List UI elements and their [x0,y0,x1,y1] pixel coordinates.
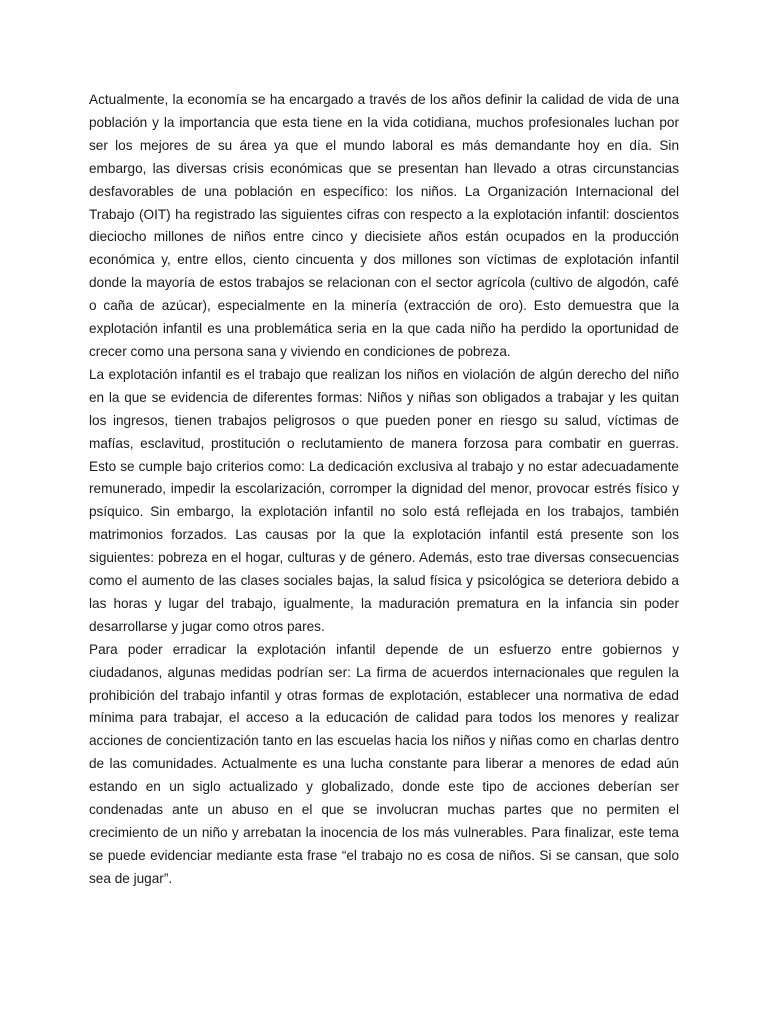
paragraph-2: La explotación infantil es el trabajo que realizan los niños en violación de algún derecho del niño en la que se evidencia de diferentes formas: Niños y niñas son obligados a trabajar y les quitan los ingresos, tienen trabajos peligrosos o que pueden poner en riesgo su salud, víctimas de mafías, esclavitud, prostitución o reclutamiento de manera forzosa para combatir en guerras. Esto se cumple bajo criterios como: La dedicación exclusiva al trabajo y no estar adecuadamente remunerado, impedir la escolarización, corromper la dignidad del menor, provocar estrés físico y psíquico. Sin embargo, la explotación infantil no solo está reflejada en los trabajos, también matrimonios forzados. Las causas por la que la explotación infantil está presente son los siguientes: pobreza en el hogar, culturas y de género. Además, esto trae diversas consecuencias como el aumento de las clases sociales bajas, la salud física y psicológica se deteriora debido a las horas y lugar del trabajo, igualmente, la maduración prematura en la infancia sin poder desarrollarse y jugar como otros pares. [89,366,679,634]
paragraph-1: Actualmente, la economía se ha encargado a través de los años definir la calidad de vida de una población y la importancia que esta tiene en la vida cotidiana, muchos profesionales luchan por ser los mejores de su área ya que el mundo laboral es más demandante hoy en día. Sin embargo, las diversas crisis económicas que se presentan han llevado a otras circunstancias desfavorables de una población en específico: los niños. La Organización Internacional del Trabajo (OIT) ha registrado las siguientes cifras con respecto a la explotación infantil: doscientos dieciocho millones de niños entre cinco y diecisiete años están ocupados en la producción económica y, entre ellos, ciento cincuenta y dos millones son víctimas de explotación infantil donde la mayoría de estos trabajos se relacionan con el sector agrícola (cultivo de algodón, café o caña de azúcar), especialmente en la minería (extracción de oro). Esto demuestra que la explotación infantil es una problemática seria en la que cada niño ha perdido la oportunidad de crecer como una persona sana y viviendo en condiciones de pobreza. [89,92,679,359]
document-body [89,89,679,891]
paragraph-3: Para poder erradicar la explotación infantil depende de un esfuerzo entre gobiernos y ciudadanos, algunas medidas podrían ser: La firma de acuerdos internacionales que regulen la prohibición del trabajo infantil y otras formas de explotación, establecer una normativa de edad mínima para trabajar, el acceso a la educación de calidad para todos los menores y realizar acciones de concientización tanto en las escuelas hacia los niños y niñas como en charlas dentro de las comunidades. Actualmente es una lucha constante para liberar a menores de edad aún estando en un siglo actualizado y globalizado, donde este tipo de acciones deberían ser condenadas ante un abuso en el que se involucran muchas partes que no permiten el crecimiento de un niño y arrebatan la inocencia de los más vulnerables. Para finalizar, este tema se puede evidenciar mediante esta frase “el trabajo no es cosa de niños. Si se cansan, que solo sea de jugar”. [89,641,679,886]
